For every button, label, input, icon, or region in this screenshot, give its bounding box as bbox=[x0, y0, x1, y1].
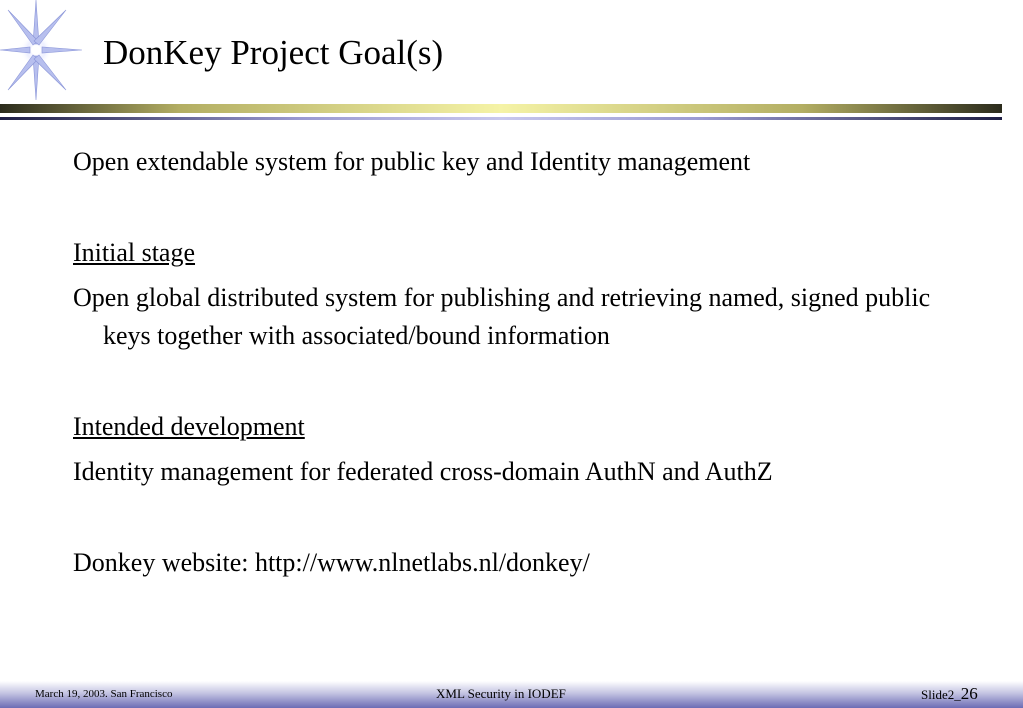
slide-title: DonKey Project Goal(s) bbox=[103, 33, 444, 72]
initial-stage-text: Open global distributed system for publishing and retrieving named, signed public keys together with associated/bound information bbox=[73, 283, 931, 350]
footer-slide-number bbox=[921, 685, 978, 704]
website-text: Donkey website: http://www.nlnetlabs.nl/donkey/ bbox=[73, 548, 590, 577]
intended-development-heading: Intended development bbox=[73, 412, 305, 441]
footer-date-location: March 19, 2003. San Francisco bbox=[35, 688, 173, 700]
spacer bbox=[73, 491, 973, 544]
spacer bbox=[73, 181, 973, 234]
slide-prefix: Slide2_ bbox=[921, 687, 961, 702]
intended-development-text: Identity management for federated cross-domain AuthN and AuthZ bbox=[73, 457, 773, 486]
intro-text: Open extendable system for public key and Identity management bbox=[73, 147, 751, 176]
slide-body bbox=[73, 143, 973, 582]
initial-stage-heading: Initial stage bbox=[73, 238, 196, 267]
title-divider-blue bbox=[0, 117, 1002, 120]
spacer bbox=[73, 355, 973, 408]
footer-presentation-title: XML Security in IODEF bbox=[436, 686, 566, 701]
title-divider-gold bbox=[0, 104, 1002, 113]
slide-number: 26 bbox=[960, 684, 978, 703]
starburst-logo-icon bbox=[0, 0, 84, 100]
